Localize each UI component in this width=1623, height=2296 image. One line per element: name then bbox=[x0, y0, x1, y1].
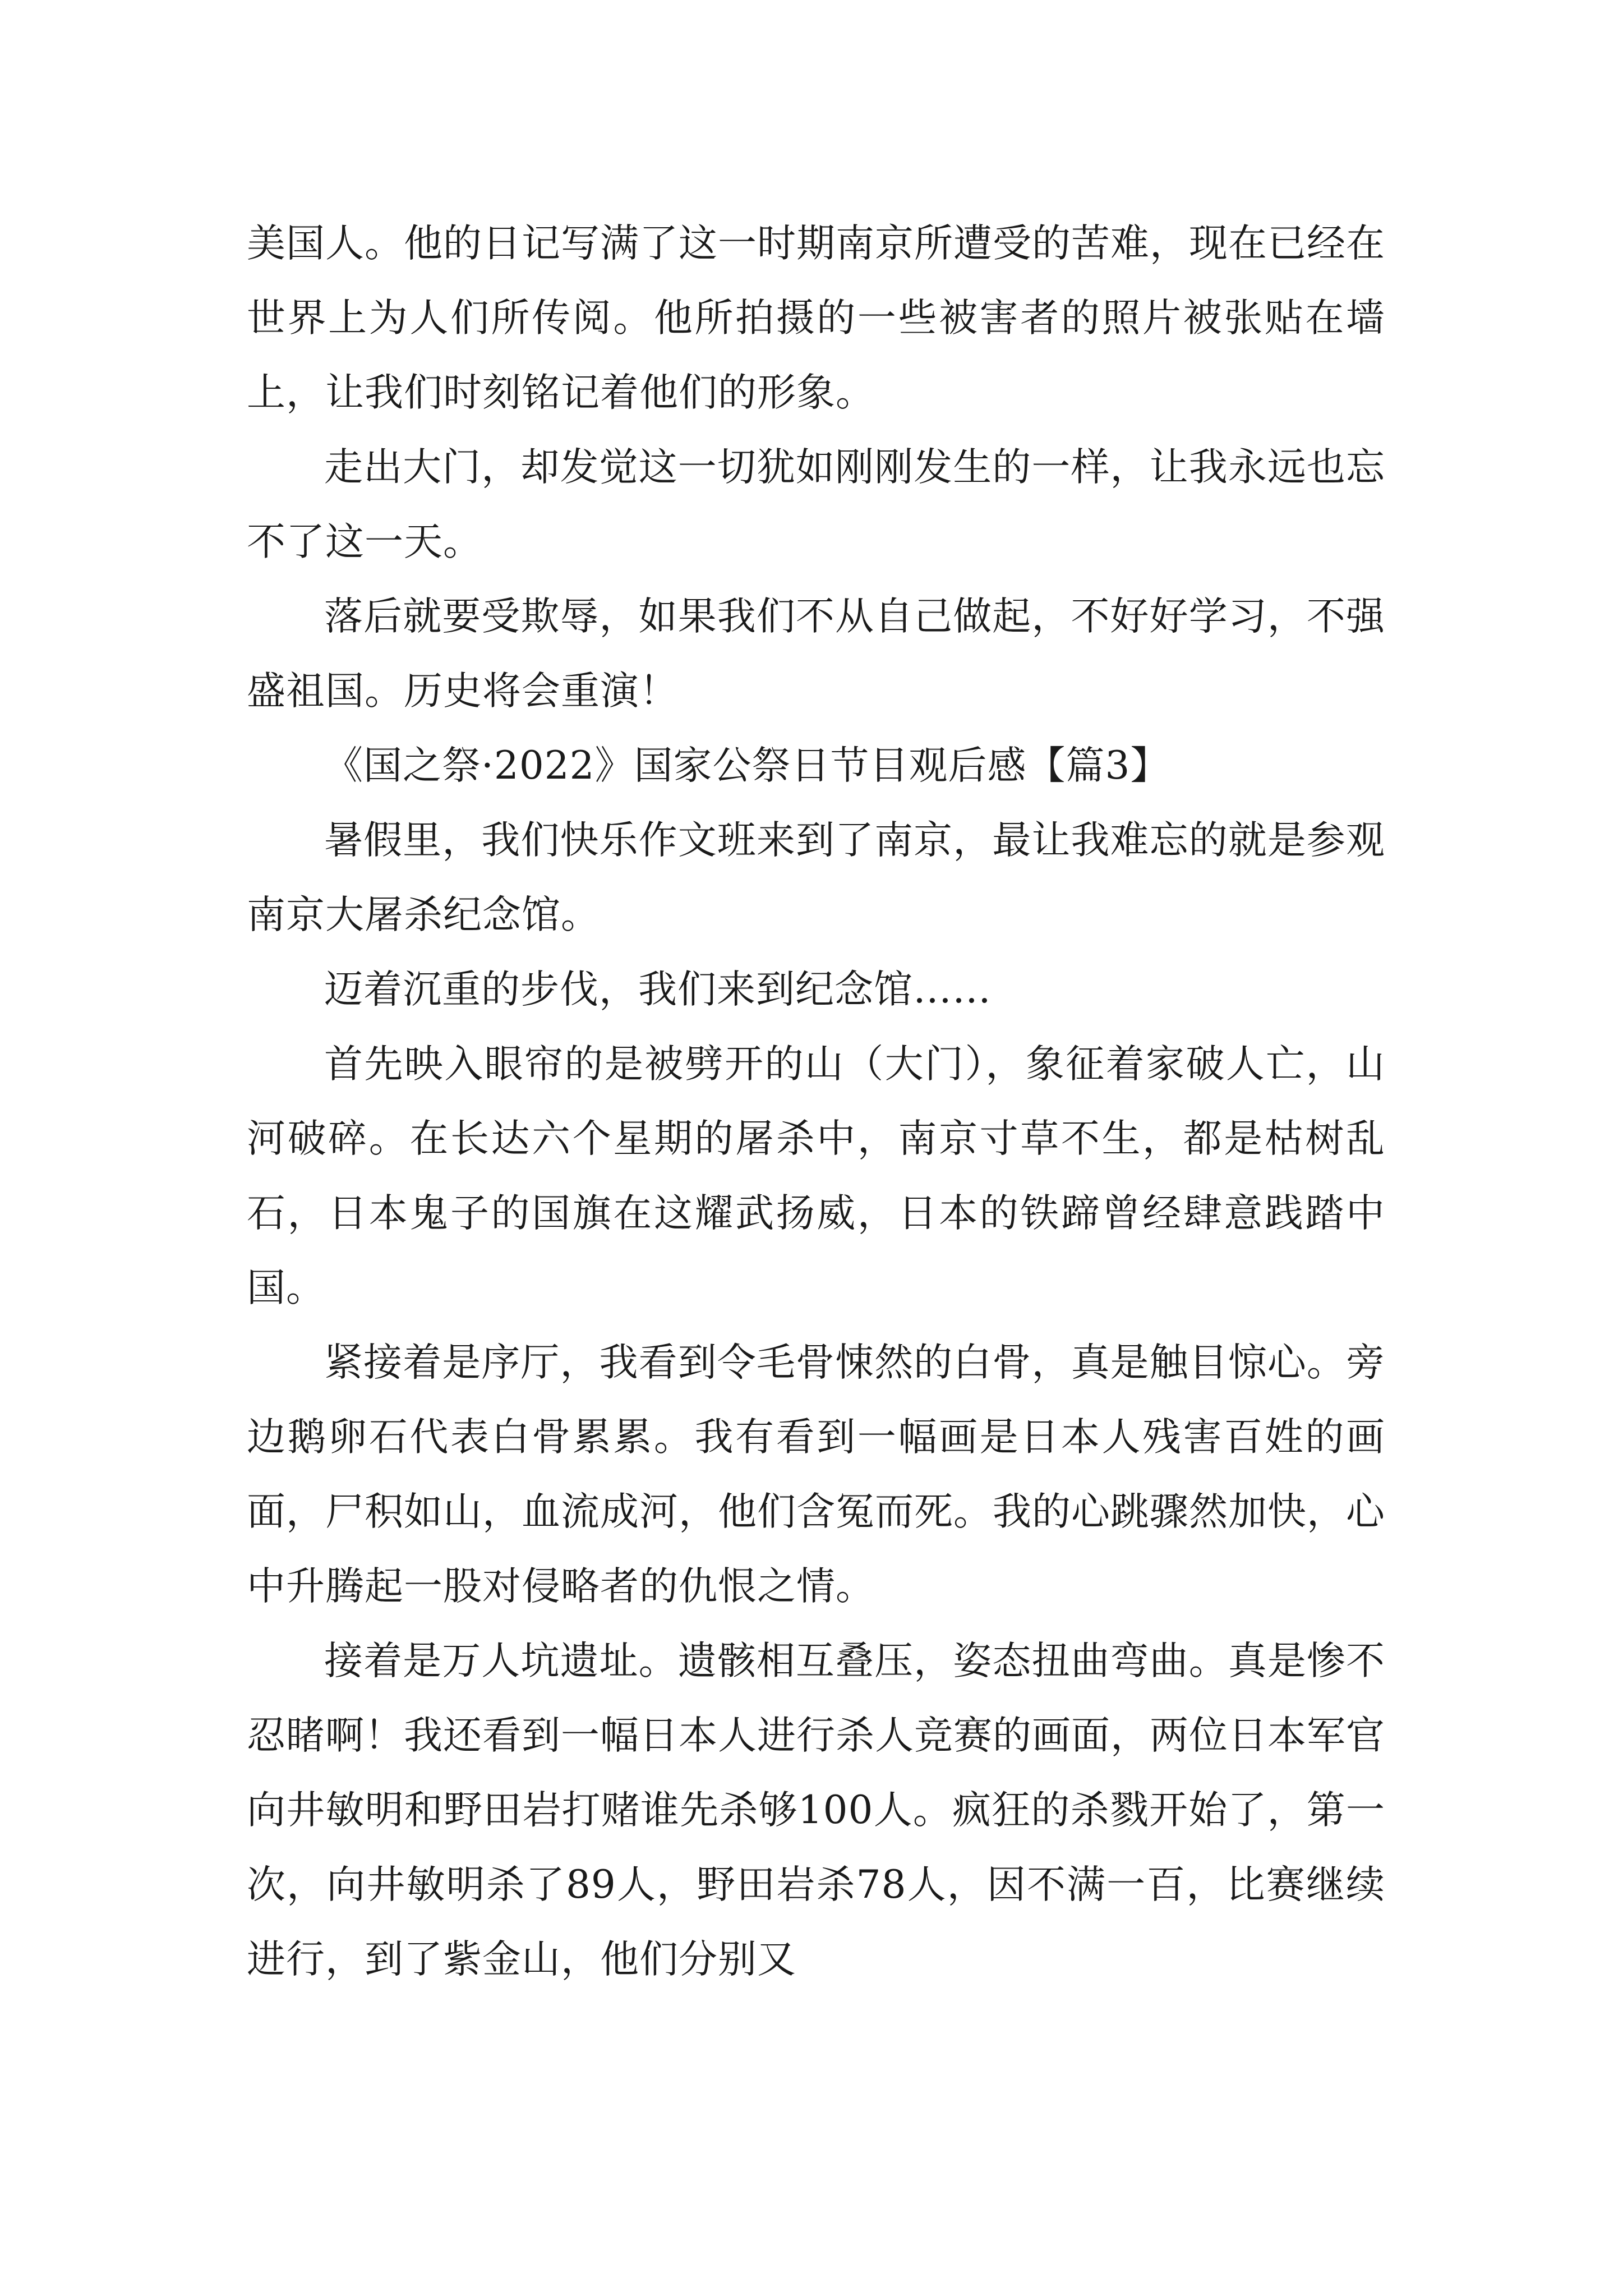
paragraph: 暑假里，我们快乐作文班来到了南京，最让我难忘的就是参观南京大屠杀纪念馆。 bbox=[247, 818, 1385, 937]
document-body bbox=[247, 206, 1385, 1997]
paragraph-continuation: 美国人。他的日记写满了这一时期南京所遭受的苦难，现在已经在世界上为人们所传阅。他所拍摄的一些被害者的照片被张贴在墙上，让我们时刻铭记着他们的形象。 bbox=[247, 221, 1385, 415]
paragraph: 首先映入眼帘的是被劈开的山（大门），象征着家破人亡，山河破碎。在长达六个星期的屠杀中，南京寸草不生，都是枯树乱石，日本鬼子的国旗在这耀武扬威，日本的铁蹄曾经肆意践踏中国。 bbox=[247, 1042, 1385, 1310]
paragraph: 迈着沉重的步伐，我们来到纪念馆…… bbox=[324, 967, 992, 1012]
paragraph: 落后就要受欺辱，如果我们不从自己做起，不好好学习，不强盛祖国。历史将会重演！ bbox=[247, 594, 1385, 714]
paragraph: 紧接着是序厅，我看到令毛骨悚然的白骨，真是触目惊心。旁边鹅卵石代表白骨累累。我有看到一幅画是日本人残害百姓的画面，尸积如山，血流成河，他们含冤而死。我的心跳骤然加快，心中升腾起一股对侵略者的仇恨之情。 bbox=[247, 1340, 1385, 1609]
section-heading: 《国之祭·2022》国家公祭日节目观后感【篇3】 bbox=[324, 743, 1170, 788]
paragraph: 接着是万人坑遗址。遗骸相互叠压，姿态扭曲弯曲。真是惨不忍睹啊！我还看到一幅日本人进行杀人竞赛的画面，两位日本军官向井敏明和野田岩打赌谁先杀够100人。疯狂的杀戮开始了，第一次，向井敏明杀了89人，野田岩杀78人，因不满一百，比赛继续进行，到了紫金山，他们分别又 bbox=[247, 1639, 1385, 1982]
paragraph: 走出大门，却发觉这一切犹如刚刚发生的一样，让我永远也忘不了这一天。 bbox=[247, 445, 1385, 564]
